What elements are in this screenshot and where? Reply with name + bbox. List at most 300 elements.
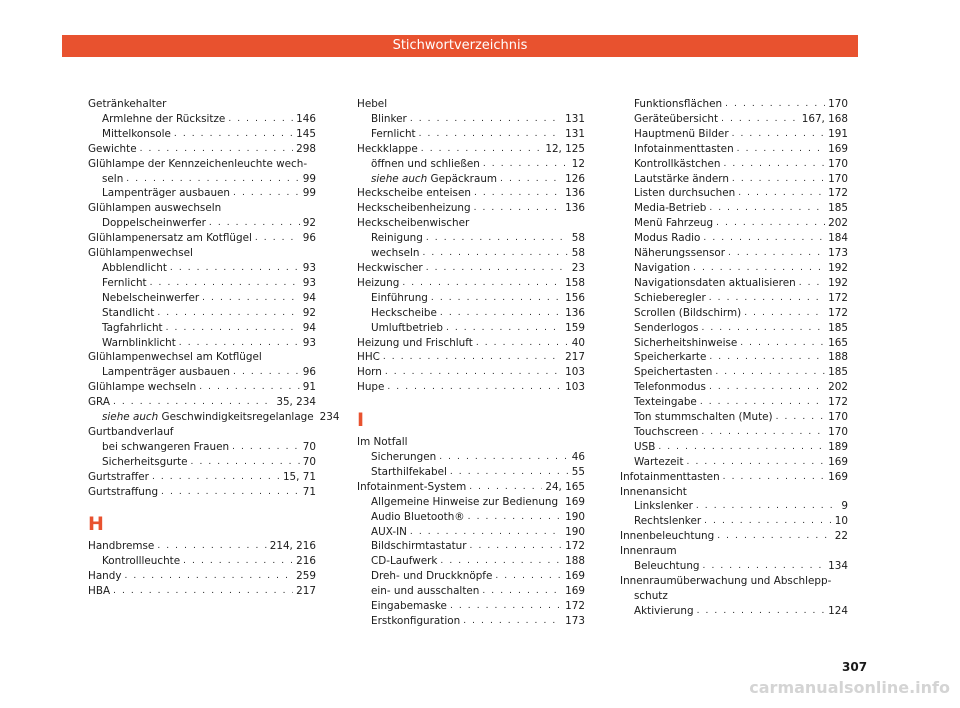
index-entry [357, 465, 585, 480]
page-reference: 134 [828, 560, 848, 573]
leader-dots [161, 485, 300, 500]
index-term: Heckscheibe [371, 306, 437, 319]
leader-dots [723, 470, 825, 485]
index-term [371, 172, 497, 187]
leader-dots [776, 410, 826, 425]
index-term: Innenbeleuchtung [620, 530, 715, 543]
index-term: Handy [88, 570, 122, 583]
page-reference: 22 [834, 530, 848, 543]
leader-dots [495, 569, 562, 584]
index-term: Dreh- und Druckknöpfe [371, 570, 493, 583]
index-term: Armlehne der Rücksitze [102, 112, 226, 125]
leader-dots [715, 365, 825, 380]
see-also-term: Gepäckraum [430, 172, 498, 185]
leader-dots [709, 350, 825, 365]
index-term: Funktionsflächen [634, 98, 723, 110]
leader-dots [725, 97, 825, 112]
index-term: Navigation [634, 261, 691, 274]
index-letter-heading: H [88, 513, 104, 536]
leader-dots [383, 350, 562, 365]
index-entry [620, 112, 848, 127]
page-reference: 188 [828, 351, 848, 364]
index-term: Blinker [371, 112, 407, 125]
leader-dots [740, 336, 825, 351]
page-reference: 259 [296, 570, 316, 583]
index-term: Lampenträger ausbauen [102, 187, 231, 200]
index-term: Sicherheitsgurte [102, 455, 188, 468]
index-entry [620, 365, 848, 380]
page-reference: 298 [296, 142, 316, 155]
leader-dots [700, 395, 825, 410]
index-term: Hupe [357, 381, 385, 394]
index-entry [88, 380, 316, 395]
index-entry [357, 450, 585, 465]
index-term: Warnblinklicht [102, 336, 176, 349]
leader-dots [125, 569, 294, 584]
page-reference: 169 [565, 570, 585, 583]
index-entry [620, 514, 848, 529]
index-entry [357, 186, 585, 201]
page-reference: 202 [828, 217, 848, 230]
page-reference: 10 [834, 515, 848, 528]
leader-dots [474, 201, 563, 216]
leader-dots [170, 261, 300, 276]
page-reference: 169 [565, 585, 585, 598]
index-term: Menü Fahrzeug [634, 217, 714, 230]
index-entry [357, 306, 585, 321]
index-term: bei schwangeren Frauen [102, 440, 230, 453]
leader-dots [737, 142, 825, 157]
page-reference: 172 [828, 306, 848, 319]
index-term: HHC [357, 351, 380, 364]
index-column-2 [357, 97, 585, 629]
index-term: Beleuchtung [634, 560, 700, 573]
page-reference: 136 [565, 306, 585, 319]
index-entry [357, 336, 585, 351]
index-entry [357, 599, 585, 614]
leader-dots [183, 554, 293, 569]
index-entry [620, 216, 848, 231]
page-reference: 46 [571, 451, 585, 464]
leader-dots [166, 321, 300, 336]
leader-dots [728, 246, 825, 261]
page-reference: 169 [828, 455, 848, 468]
index-entry [620, 231, 848, 246]
see-also-label: siehe auch [371, 172, 428, 185]
index-column-3 [620, 97, 848, 619]
page-reference: 184 [828, 232, 848, 245]
leader-dots [697, 604, 826, 619]
index-entry [357, 246, 585, 261]
index-entry-heading: Glühlampenwechsel am Kotflügel [88, 351, 262, 364]
index-entry [357, 584, 585, 599]
index-term: Texteingabe [634, 396, 697, 409]
index-entry [88, 554, 316, 569]
index-entry [88, 365, 316, 380]
index-term: Sicherheitshinweise [634, 336, 738, 349]
index-letter-heading: I [357, 409, 365, 432]
leader-dots [199, 380, 300, 395]
index-term: Allgemeine Hinweise zur Bedienung [371, 495, 559, 508]
index-entry [620, 395, 848, 410]
index-term: Senderlogos [634, 321, 699, 334]
index-term: Infotainmenttasten [634, 142, 734, 155]
index-entry [357, 614, 585, 629]
index-term: HBA [88, 585, 111, 598]
index-entry [357, 261, 585, 276]
page-reference: 131 [565, 127, 585, 140]
index-term: Navigationsdaten aktualisieren [634, 276, 796, 289]
page-reference: 93 [302, 276, 316, 289]
index-term: Rechtslenker [634, 515, 702, 528]
index-entry [620, 470, 848, 485]
page-reference: 217 [565, 351, 585, 364]
leader-dots [209, 216, 300, 231]
index-term: Ton stummschalten (Mute) [634, 411, 773, 424]
index-term: GRA [88, 396, 110, 409]
index-term: Erstkonfiguration [371, 615, 461, 627]
leader-dots [732, 127, 826, 142]
index-entry [620, 172, 848, 187]
index-entry [88, 172, 316, 187]
index-entry [357, 380, 585, 395]
leader-dots [482, 584, 562, 599]
index-term: Gurtstraffer [88, 470, 149, 483]
index-entry [357, 231, 585, 246]
leader-dots [721, 112, 799, 127]
page-reference: 96 [302, 232, 316, 245]
leader-dots [500, 172, 562, 187]
index-entry [88, 231, 316, 246]
index-entry [88, 336, 316, 351]
page-reference: 12 [571, 157, 585, 170]
index-entry [620, 321, 848, 336]
index-entry [357, 201, 585, 216]
index-entry [88, 321, 316, 336]
index-term: Eingabemaske [371, 600, 447, 613]
leader-dots [157, 539, 266, 554]
index-term: Sicherungen [371, 451, 437, 464]
page-reference: 70 [302, 440, 316, 453]
leader-dots [113, 584, 293, 599]
index-entry [357, 569, 585, 584]
leader-dots [410, 525, 562, 540]
leader-dots [126, 172, 299, 187]
index-entry-heading: Glühlampe der Kennzeichenleuchte wech- [88, 157, 308, 170]
index-entry-heading: Innenraum [620, 545, 677, 558]
index-term: Horn [357, 366, 382, 379]
index-entry-heading: schutz [634, 589, 668, 602]
page-reference: 172 [565, 600, 585, 613]
index-term: Fernlicht [371, 127, 416, 140]
page-reference: 216 [296, 555, 316, 568]
index-entry [620, 127, 848, 142]
leader-dots [191, 455, 300, 470]
page-reference: 169 [828, 470, 848, 483]
index-entry [620, 261, 848, 276]
index-entry [357, 495, 585, 510]
index-entry [620, 246, 848, 261]
page-reference: 202 [828, 381, 848, 394]
leader-dots [410, 112, 562, 127]
index-entry [620, 499, 848, 514]
page-reference: 172 [828, 187, 848, 200]
leader-dots [703, 559, 826, 574]
index-term: Infotainment-System [357, 480, 467, 493]
page-reference: 169 [828, 142, 848, 155]
index-term: USB [634, 440, 656, 453]
leader-dots [696, 499, 839, 514]
index-entry [357, 350, 585, 365]
page-reference: 126 [565, 172, 585, 185]
page-reference: 94 [302, 291, 316, 304]
index-entry [620, 455, 848, 470]
index-term: AUX-IN [371, 525, 407, 538]
index-entry-heading: Im Notfall [357, 436, 408, 449]
page-reference: 165 [828, 336, 848, 349]
page-reference: 189 [828, 440, 848, 453]
page-reference: 103 [565, 381, 585, 394]
index-entry [357, 480, 585, 495]
index-term: Audio Bluetooth® [371, 510, 465, 523]
index-term: Näherungssensor [634, 247, 726, 260]
leader-dots [474, 186, 562, 201]
page-reference: 23 [571, 261, 585, 274]
leader-dots [476, 336, 569, 351]
index-entry-heading: Innenansicht [620, 485, 687, 498]
index-term: Heckscheibenheizung [357, 202, 471, 215]
index-term: Gurtstraffung [88, 485, 159, 498]
index-entry [88, 306, 316, 321]
index-term: Listen durchsuchen [634, 187, 736, 200]
leader-dots [463, 614, 562, 629]
page-reference: 99 [302, 172, 316, 185]
page-reference: 40 [571, 336, 585, 349]
index-term [102, 410, 314, 425]
page-reference: 92 [302, 217, 316, 230]
index-term: Mittelkonsole [102, 127, 171, 140]
page-reference: 214, 216 [269, 540, 316, 553]
index-entry [88, 395, 316, 410]
leader-dots [440, 554, 562, 569]
leader-dots [431, 291, 562, 306]
leader-dots [232, 440, 300, 455]
page-reference: 170 [828, 172, 848, 185]
index-term: Scrollen (Bildschirm) [634, 306, 742, 319]
page-reference: 146 [296, 112, 316, 125]
page-reference: 136 [565, 202, 585, 215]
index-term: Telefonmodus [634, 381, 706, 394]
leader-dots [387, 380, 562, 395]
page-number: 307 [842, 660, 868, 674]
watermark: carmanualsonline.info [749, 678, 950, 697]
page-reference: 96 [302, 366, 316, 379]
leader-dots [716, 216, 825, 231]
page-title: Stichwortverzeichnis [62, 35, 858, 57]
index-entry [620, 604, 848, 619]
leader-dots [704, 514, 832, 529]
leader-dots [233, 186, 300, 201]
leader-dots [140, 142, 294, 157]
page-reference: 24, 165 [545, 480, 585, 493]
index-entry [88, 186, 316, 201]
leader-dots [440, 306, 562, 321]
index-entry [88, 410, 340, 425]
index-term: Schieberegler [634, 291, 706, 304]
leader-dots [717, 529, 832, 544]
index-entry [357, 142, 585, 157]
page-reference: 15, 71 [282, 470, 316, 483]
index-term: Standlicht [102, 306, 155, 319]
page-reference: 185 [828, 321, 848, 334]
leader-dots [421, 142, 543, 157]
page-reference: 91 [302, 381, 316, 394]
leader-dots [561, 495, 562, 510]
index-term: Wartezeit [634, 455, 684, 468]
index-entry [88, 276, 316, 291]
page-reference: 172 [565, 540, 585, 553]
page-reference: 173 [828, 247, 848, 260]
page-reference: 58 [571, 232, 585, 245]
leader-dots [426, 261, 569, 276]
index-term: Heizung und Frischluft [357, 336, 473, 349]
index-entry [357, 157, 585, 172]
index-entry [620, 440, 848, 455]
index-entry [88, 127, 316, 142]
index-term: Umluftbetrieb [371, 321, 443, 334]
page-reference: 172 [828, 291, 848, 304]
index-entry-heading: Glühlampen auswechseln [88, 202, 222, 215]
page-reference: 170 [828, 411, 848, 424]
index-entry [620, 157, 848, 172]
index-entry [620, 529, 848, 544]
index-entry [88, 485, 316, 500]
leader-dots [470, 539, 563, 554]
index-term: Tagfahrlicht [102, 321, 163, 334]
page-reference: 94 [302, 321, 316, 334]
index-entry [357, 276, 585, 291]
page-reference: 92 [302, 306, 316, 319]
see-also-label: siehe auch [102, 411, 159, 424]
leader-dots [450, 599, 562, 614]
page-reference: 217 [296, 585, 316, 598]
index-entry [357, 321, 585, 336]
leader-dots [701, 425, 825, 440]
page-reference: 124 [828, 604, 848, 617]
index-entry [620, 276, 848, 291]
leader-dots [228, 112, 293, 127]
index-entry [620, 350, 848, 365]
index-term: Heizung [357, 276, 400, 289]
index-term: Speichertasten [634, 366, 713, 379]
index-term: Heckwischer [357, 261, 423, 274]
see-also-term: Geschwindigkeitsregelanlage [161, 411, 314, 424]
index-term: öffnen und schließen [371, 157, 480, 170]
page-reference: 185 [828, 202, 848, 215]
leader-dots [450, 465, 569, 480]
page-reference: 173 [565, 615, 585, 627]
page-reference: 103 [565, 366, 585, 379]
page-reference: 136 [565, 187, 585, 200]
page-reference: 93 [302, 336, 316, 349]
leader-dots [385, 365, 562, 380]
index-entry [88, 470, 316, 485]
index-entry [357, 365, 585, 380]
index-term: Reinigung [371, 232, 423, 245]
index-entry [620, 559, 848, 574]
page-reference: 12, 125 [545, 142, 585, 155]
index-entry [357, 291, 585, 306]
index-term: Fernlicht [102, 276, 147, 289]
index-entry [620, 291, 848, 306]
leader-dots [233, 365, 300, 380]
leader-dots [744, 306, 825, 321]
leader-dots [419, 127, 563, 142]
index-entry [620, 410, 848, 425]
leader-dots [255, 231, 300, 246]
index-entry [620, 201, 848, 216]
index-entry [357, 172, 585, 187]
leader-dots [732, 172, 825, 187]
page-reference: 192 [828, 276, 848, 289]
leader-dots [152, 470, 280, 485]
page-reference: 169 [565, 495, 585, 508]
index-term: ein- und ausschalten [371, 585, 480, 598]
index-entry [357, 112, 585, 127]
page-reference: 35, 234 [276, 396, 316, 409]
index-entry [620, 97, 848, 112]
page-reference: 131 [565, 112, 585, 125]
index-term: Hauptmenü Bilder [634, 127, 729, 140]
page-reference: 158 [565, 276, 585, 289]
index-term: Infotainmenttasten [620, 470, 720, 483]
index-entry [620, 142, 848, 157]
index-entry-heading: Innenraumüberwachung und Abschlepp- [620, 575, 832, 587]
page-reference: 191 [828, 127, 848, 140]
index-term: Kontrollkästchen [634, 157, 721, 170]
index-column-1 [88, 97, 340, 599]
page-reference: 99 [302, 187, 316, 200]
index-entry [620, 306, 848, 321]
index-entry [88, 584, 316, 599]
index-term: Heckscheibe enteisen [357, 187, 471, 200]
index-entry [88, 291, 316, 306]
leader-dots [709, 291, 825, 306]
leader-dots [687, 455, 826, 470]
leader-dots [738, 186, 825, 201]
index-entry [620, 336, 848, 351]
index-entry-heading: Gurtbandverlauf [88, 425, 174, 438]
index-term: Geräteübersicht [634, 112, 719, 125]
index-term: wechseln [371, 247, 420, 260]
leader-dots [709, 201, 825, 216]
index-entry [88, 539, 316, 554]
index-entry [357, 127, 585, 142]
index-term: Lampenträger ausbauen [102, 366, 231, 379]
leader-dots [723, 157, 825, 172]
index-term: Einführung [371, 291, 428, 304]
index-term: seln [102, 172, 124, 185]
page-reference: 190 [565, 510, 585, 523]
index-term: Doppelscheinwerfer [102, 217, 206, 230]
page-reference: 188 [565, 555, 585, 568]
index-term: Nebelscheinwerfer [102, 291, 200, 304]
page-reference: 170 [828, 157, 848, 170]
index-term: Speicherkarte [634, 351, 707, 364]
index-term: Media-Betrieb [634, 202, 707, 215]
leader-dots [799, 276, 825, 291]
page-reference: 170 [828, 425, 848, 438]
